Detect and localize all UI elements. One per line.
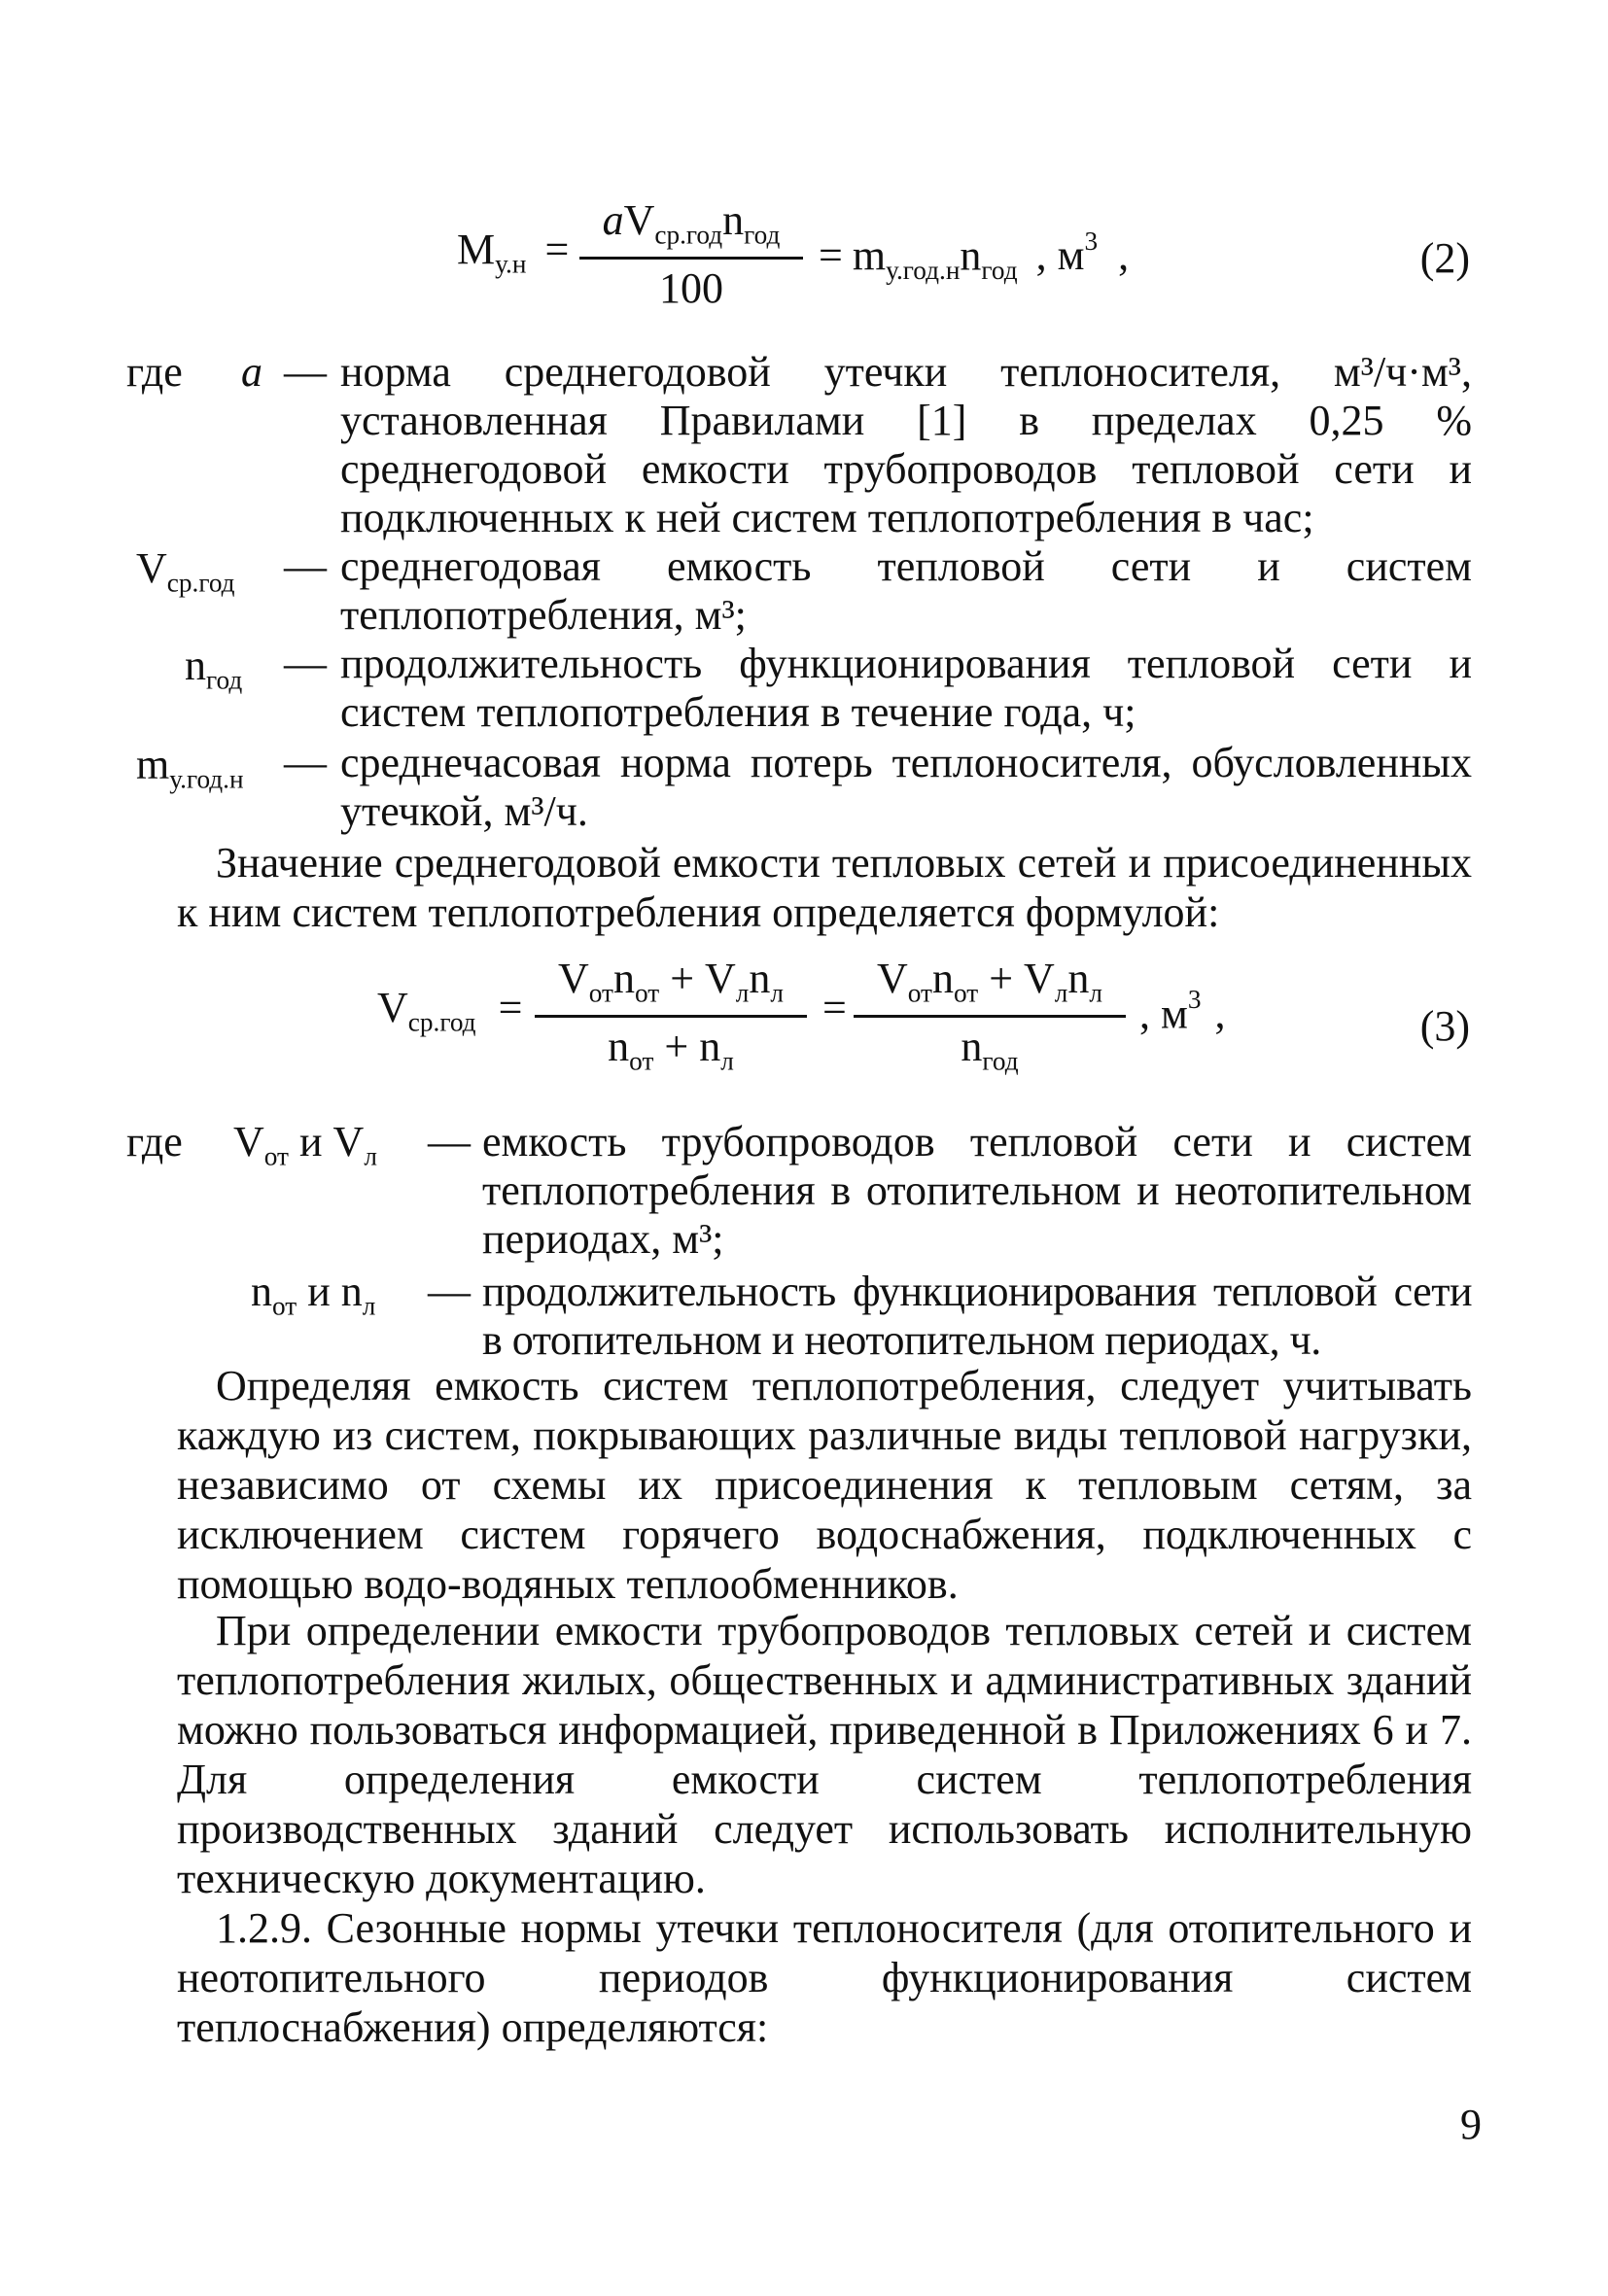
definition-dash: — xyxy=(284,640,327,687)
equals-sign: = xyxy=(544,226,570,273)
definition-symbol: $V_{ср.год}$ xyxy=(136,544,235,598)
definition-dash: — xyxy=(284,348,327,396)
equation-number-3: (3) xyxy=(1419,1002,1470,1050)
definition-dash: — xyxy=(428,1268,471,1315)
paragraph-3: При определении емкости трубопроводов тепловых сетей и систем теплопотребления жилых, общественных и административных зданий можно пользоваться информацией, приведенной в Приложениях 6 и 7. Для определения емкости систем теплопотребления производственных зданий следует использовать исполнительную техническую документацию. xyxy=(177,1607,1472,1902)
formula-3: $V_{ср.год}$ = xyxy=(377,984,523,1037)
paragraph-4: 1.2.9. Сезонные нормы утечки теплоносителя (для отопительного и неотопительного периодов функционирования систем теплоснабжения) определяются: xyxy=(177,1904,1472,2051)
definition-text: емкость трубопроводов тепловой сети и систем теплопотребления в отопительном и неотопительном периодах, м³; xyxy=(482,1118,1472,1263)
formula-2-fraction: $aV_{ср.год}n_{год}$ 100 xyxy=(579,199,803,310)
definition-symbol: $n_{от}$ и $n_л$ xyxy=(251,1268,376,1321)
definition-symbol: $m_{у.год.н}$ xyxy=(136,741,244,794)
fraction-1-numerator: $V_{от}n_{от} + V_лn_л$ xyxy=(535,957,807,1018)
formula-2-lhs: $M_{у.н}$ xyxy=(457,226,527,279)
definition-text: среднечасовая норма потерь теплоносителя, обусловленных утечкой, м³/ч. xyxy=(340,739,1472,835)
definitions-intro: где xyxy=(126,348,183,396)
definition-text: норма среднегодовой утечки теплоносителя, м³/ч·м³, установленная Правилами [1] в пределах 0,25 % среднегодовой емкости трубопроводов тепловой сети и подключенных к ней систем теплопотребления в час; xyxy=(340,348,1472,541)
page-number: 9 xyxy=(1460,2101,1482,2148)
definition-symbol: $V_{от}$ и $V_л$ xyxy=(233,1118,377,1171)
definition-dash: — xyxy=(284,739,327,786)
fraction-2-numerator: $V_{от}n_{от} + V_лn_л$ xyxy=(854,957,1126,1018)
definition-text: продолжительность функционирования тепловой сети в отопительном и неотопительном периодах, ч. xyxy=(482,1268,1472,1364)
definition-dash: — xyxy=(428,1118,471,1165)
equation-number-2: (2) xyxy=(1419,234,1470,282)
definition-text: продолжительность функционирования тепловой сети и систем теплопотребления в течение года, ч; xyxy=(340,640,1472,736)
paragraph-1: Значение среднегодовой емкости тепловых сетей и присоединенных к ним систем теплопотребления определяется формулой: xyxy=(177,839,1472,936)
fraction-2-denominator: $n_{год}$ xyxy=(961,1022,1019,1076)
definitions-intro: где xyxy=(126,1118,183,1165)
definition-symbol: a xyxy=(241,348,262,396)
definition-dash: — xyxy=(284,542,327,590)
paragraph-2: Определяя емкость систем теплопотребления, следует учитывать каждую из систем, покрывающих различные виды тепловой нагрузки, независимо от схемы их присоединения к тепловым сетям, за исключением систем горячего водоснабжения, подключенных с помощью водо-водяных теплообменников. xyxy=(177,1362,1472,1608)
fraction-1-denominator: $n_{от} + n_л$ xyxy=(608,1022,734,1076)
formula-2-rhs: = $m_{у.год.н}n_{год}$ , $м^3$ , xyxy=(819,226,1130,285)
formula-3-unit: , $м^3$ , xyxy=(1139,985,1226,1038)
formula-3-equals: = xyxy=(822,984,847,1031)
definition-text: среднегодовая емкость тепловой сети и систем теплопотребления, м³; xyxy=(340,542,1472,639)
definition-symbol: $n_{год}$ xyxy=(185,642,243,695)
